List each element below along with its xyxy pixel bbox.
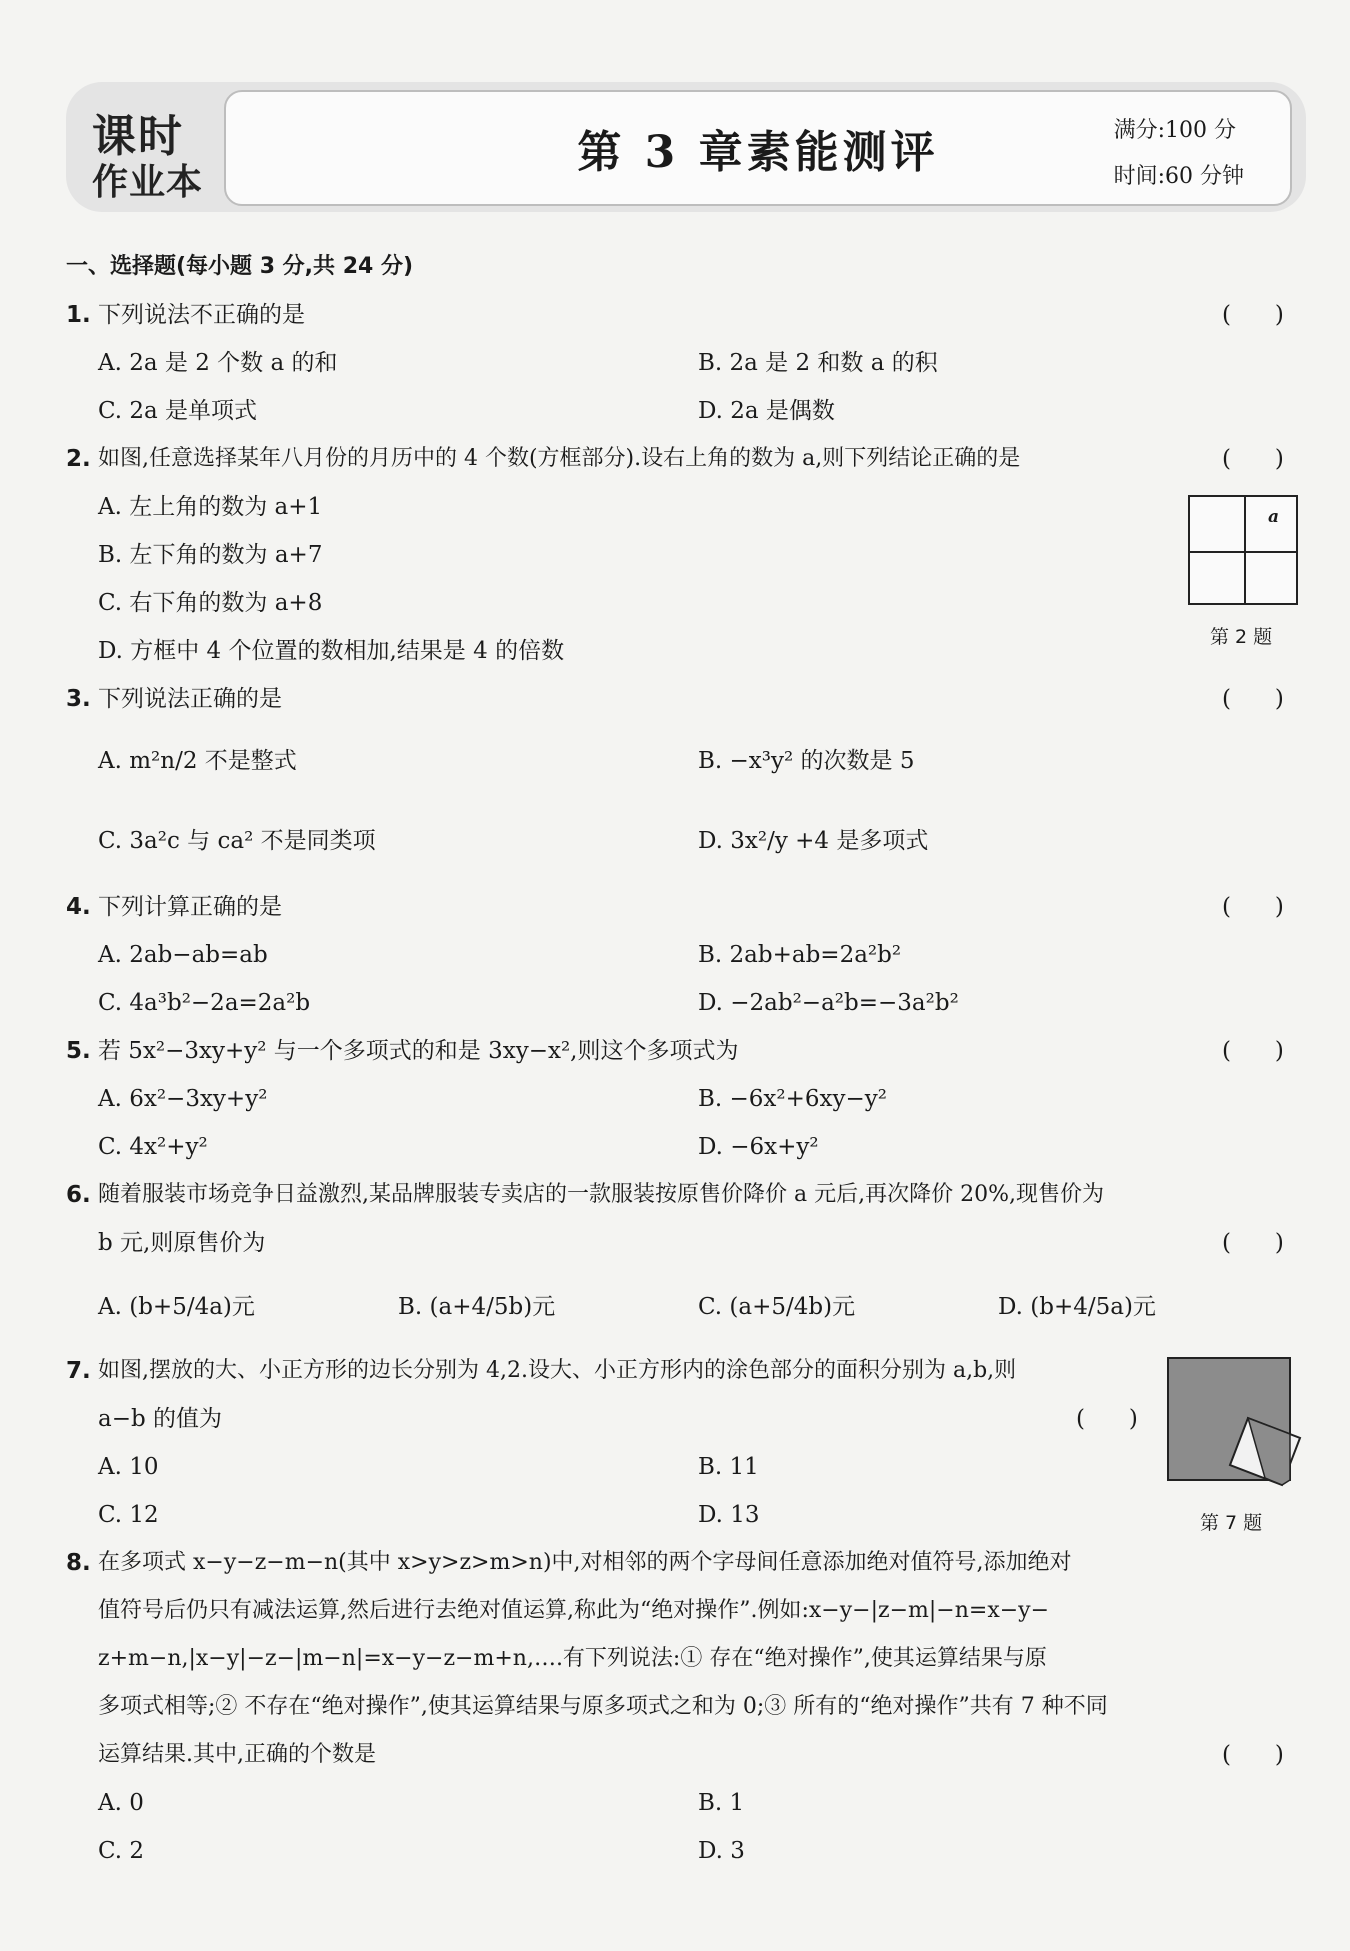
answer-blank[interactable]: ( ) (1222, 446, 1284, 472)
question-stem: 如图,任意选择某年八月份的月历中的 4 个数(方框部分).设右上角的数为 a,则下列结论正确的是 (98, 446, 1021, 471)
squares-figure (1160, 1350, 1310, 1490)
option-a[interactable]: A. 2ab−ab=ab (98, 942, 268, 968)
option-d[interactable]: D. (b+4/5a)元 (998, 1294, 1156, 1320)
answer-blank[interactable]: ( ) (1222, 1742, 1284, 1768)
answer-blank[interactable]: ( ) (1222, 1230, 1284, 1256)
page-header (66, 82, 1306, 212)
page-title: 第 3 章素能测评 (577, 127, 939, 178)
question-stem-line3: z+m−n,|x−y|−z−|m−n|=x−y−z−m+n,….有下列说法:① 存在“绝对操作”,使其运算结果与原 (98, 1646, 1047, 1671)
question-stem-line4: 多项式相等;② 不存在“绝对操作”,使其运算结果与原多项式之和为 0;③ 所有的“绝对操作”共有 7 种不同 (98, 1694, 1108, 1719)
option-a[interactable]: A. 0 (98, 1790, 144, 1816)
option-b[interactable]: B. 1 (698, 1790, 745, 1816)
option-c[interactable]: C. 2 (98, 1838, 145, 1864)
time-limit: 时间:60 分钟 (1113, 164, 1244, 189)
option-a[interactable]: A. (b+5/4a)元 (98, 1294, 255, 1320)
calendar-grid-figure (1188, 495, 1298, 605)
option-c[interactable]: C. (a+5/4b)元 (698, 1294, 856, 1320)
question-stem: 如图,摆放的大、小正方形的边长分别为 4,2.设大、小正方形内的涂色部分的面积分别为 a,b,则 (98, 1358, 1017, 1383)
section-heading: 一、选择题(每小题 3 分,共 24 分) (66, 254, 414, 279)
option-b[interactable]: B. 2ab+ab=2a²b² (698, 942, 902, 968)
question-number: 2. (66, 446, 91, 472)
figure-caption: 第 2 题 (1210, 626, 1273, 648)
header-title-box (224, 90, 1292, 206)
option-d[interactable]: D. 3 (698, 1838, 745, 1864)
question-stem-line5: 运算结果.其中,正确的个数是 (98, 1742, 376, 1767)
question-stem-line2: 值符号后仍只有减法运算,然后进行去绝对值运算,称此为“绝对操作”.例如:x−y−|z−m|−n=x−y− (98, 1598, 1050, 1623)
question-stem-line1: 在多项式 x−y−z−m−n(其中 x>y>z>m>n)中,对相邻的两个字母间任意添加绝对值符号,添加绝对 (98, 1550, 1072, 1575)
option-c[interactable]: C. 3a²c 与 ca² 不是同类项 (98, 828, 376, 854)
option-d[interactable]: D. 方框中 4 个位置的数相加,结果是 4 的倍数 (98, 638, 565, 664)
option-c[interactable]: C. 4x²+y² (98, 1134, 208, 1160)
question-stem-cont: a−b 的值为 (98, 1406, 223, 1432)
answer-blank[interactable]: ( ) (1222, 894, 1284, 920)
question-stem: 若 5x²−3xy+y² 与一个多项式的和是 3xy−x²,则这个多项式为 (98, 1038, 739, 1064)
figure-caption: 第 7 题 (1200, 1512, 1263, 1534)
question-number: 4. (66, 894, 91, 920)
question-stem: 下列计算正确的是 (98, 894, 282, 920)
option-b[interactable]: B. 2a 是 2 和数 a 的积 (698, 350, 938, 376)
option-c[interactable]: C. 12 (98, 1502, 159, 1528)
question-number: 5. (66, 1038, 91, 1064)
question-number: 3. (66, 686, 91, 712)
exam-meta (1114, 108, 1244, 200)
option-d[interactable]: D. 2a 是偶数 (698, 398, 835, 424)
question-stem-cont: b 元,则原售价为 (98, 1230, 266, 1256)
option-d[interactable]: D. −6x+y² (698, 1134, 819, 1160)
answer-blank[interactable]: ( ) (1222, 686, 1284, 712)
option-c[interactable]: C. 右下角的数为 a+8 (98, 590, 323, 616)
option-a[interactable]: A. m²n/2 不是整式 (98, 748, 297, 774)
grid-label: a (1268, 507, 1280, 527)
brand-logo (88, 98, 238, 203)
full-score: 满分:100 分 (1113, 118, 1236, 143)
question-number: 6. (66, 1182, 91, 1208)
option-a[interactable]: A. 左上角的数为 a+1 (98, 494, 323, 520)
option-d[interactable]: D. −2ab²−a²b=−3a²b² (698, 990, 959, 1016)
option-d[interactable]: D. 3x²/y +4 是多项式 (698, 828, 929, 854)
question-number: 8. (66, 1550, 91, 1576)
question-number: 1. (66, 302, 91, 328)
option-a[interactable]: A. 10 (98, 1454, 159, 1480)
option-a[interactable]: A. 2a 是 2 个数 a 的和 (98, 350, 338, 376)
answer-blank[interactable]: ( ) (1076, 1406, 1138, 1432)
question-number: 7. (66, 1358, 91, 1384)
logo-line2: 作业本 (92, 162, 204, 203)
question-stem: 随着服装市场竞争日益激烈,某品牌服装专卖店的一款服装按原售价降价 a 元后,再次降价 20%,现售价为 (98, 1182, 1104, 1207)
option-c[interactable]: C. 4a³b²−2a=2a²b (98, 990, 311, 1016)
option-b[interactable]: B. −6x²+6xy−y² (698, 1086, 887, 1112)
option-b[interactable]: B. 11 (698, 1454, 759, 1480)
answer-blank[interactable]: ( ) (1222, 302, 1284, 328)
question-stem: 下列说法不正确的是 (98, 302, 305, 328)
logo-line1: 课时 (92, 111, 184, 162)
option-b[interactable]: B. (a+4/5b)元 (398, 1294, 556, 1320)
answer-blank[interactable]: ( ) (1222, 1038, 1284, 1064)
option-a[interactable]: A. 6x²−3xy+y² (98, 1086, 268, 1112)
option-c[interactable]: C. 2a 是单项式 (98, 398, 258, 424)
option-d[interactable]: D. 13 (698, 1502, 760, 1528)
option-b[interactable]: B. −x³y² 的次数是 5 (698, 748, 915, 774)
option-b[interactable]: B. 左下角的数为 a+7 (98, 542, 323, 568)
question-stem: 下列说法正确的是 (98, 686, 282, 712)
